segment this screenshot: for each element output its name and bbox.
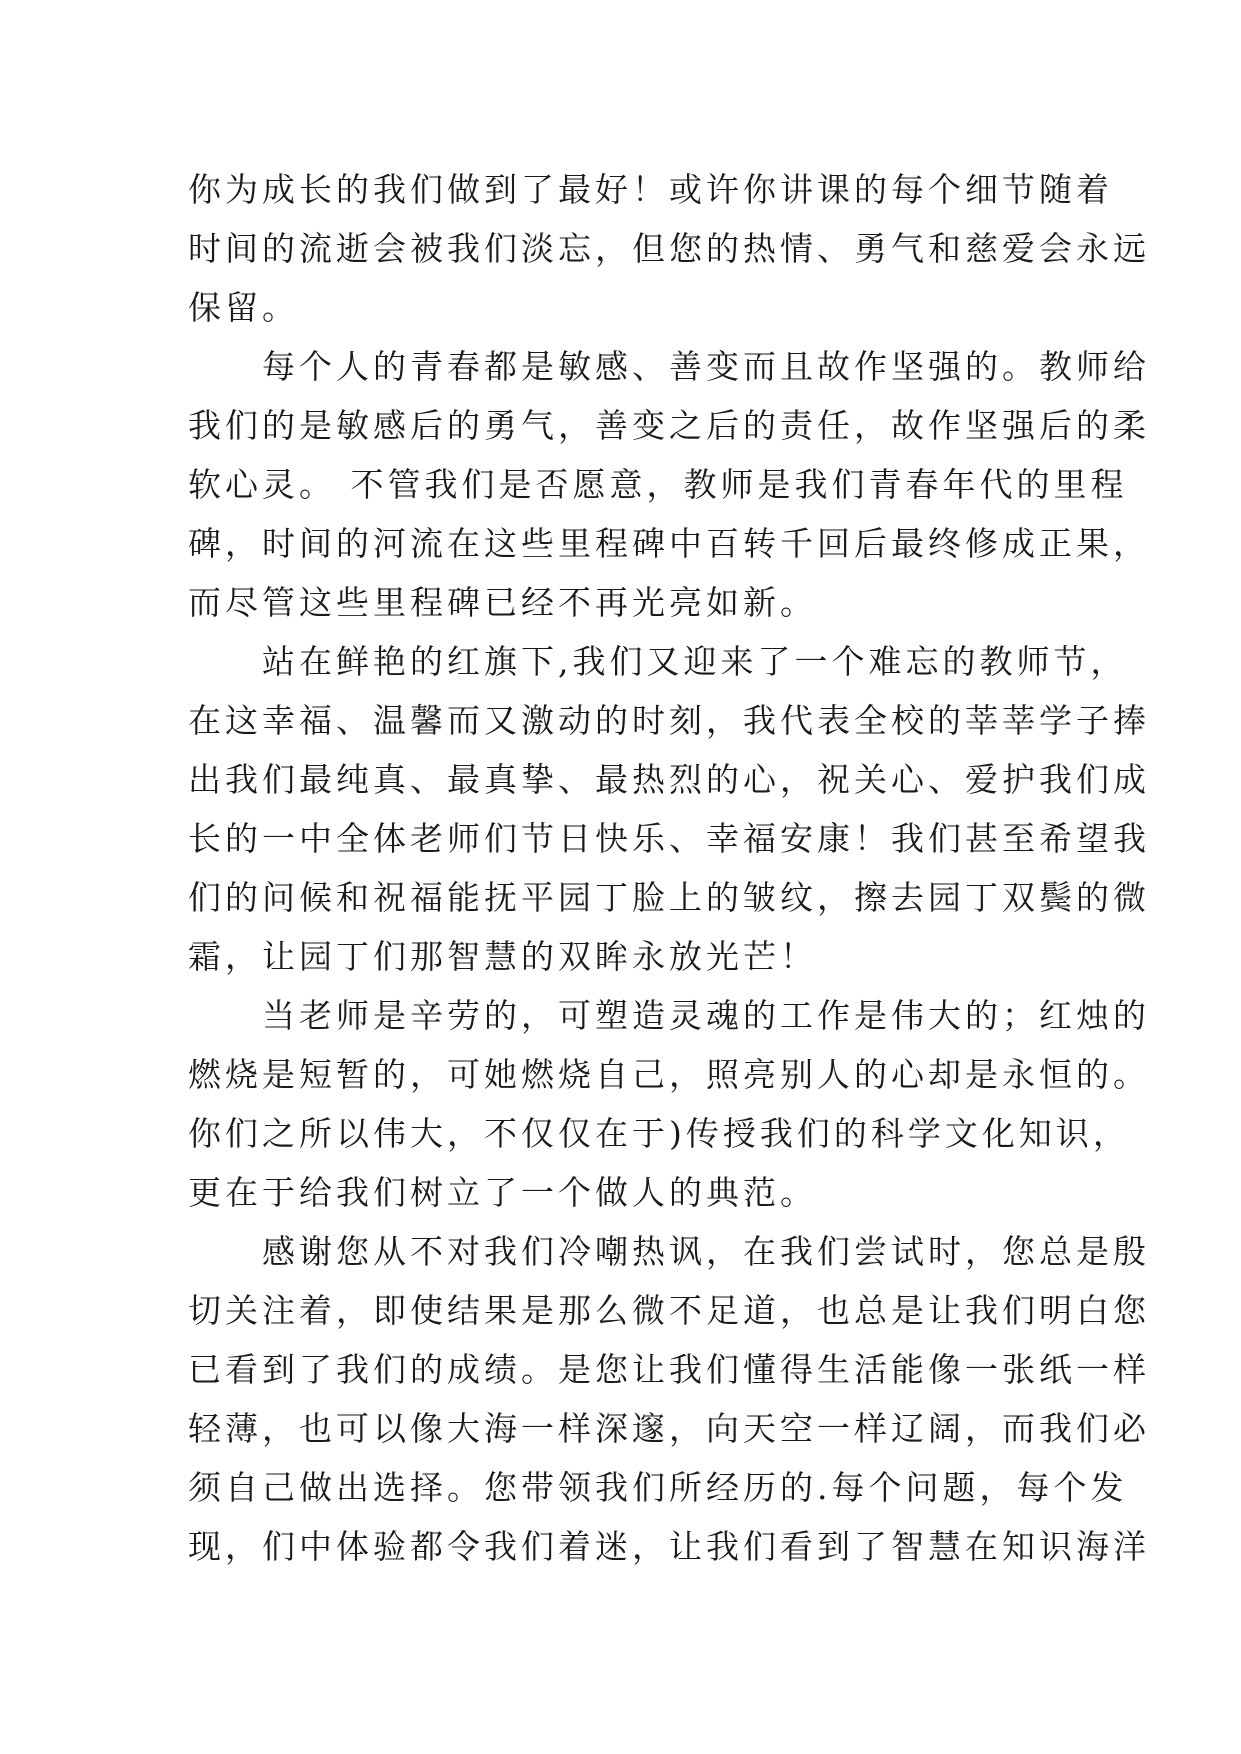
text-line: 你们之所以伟大，不仅仅在于)传授我们的科学文化知识， [188,1114,1130,1153]
text-line: 更在于给我们树立了一个做人的典范。 [188,1173,817,1212]
text-line: 碑，时间的河流在这些里程碑中百转千回后最终修成正果， [188,524,1150,563]
text-line: 霜，让园丁们那智慧的双眸永放光芒！ [188,937,817,976]
text-line: 你为成长的我们做到了最好！或许你讲课的每个细节随着 [188,170,1113,209]
text-line: 每个人的青春都是敏感、善变而且故作坚强的。教师给 [188,347,1150,386]
text-line: 当老师是辛劳的，可塑造灵魂的工作是伟大的；红烛的 [188,996,1150,1035]
text-line: 轻薄，也可以像大海一样深邃，向天空一样辽阔，而我们必 [188,1409,1150,1448]
text-line: 出我们最纯真、最真挚、最热烈的心，祝关心、爱护我们成 [188,760,1150,799]
text-line: 而尽管这些里程碑已经不再光亮如新。 [188,583,817,622]
text-line: 长的一中全体老师们节日快乐、幸福安康！我们甚至希望我 [188,819,1150,858]
text-line: 现，们中体验都令我们着迷，让我们看到了智慧在知识海洋 [188,1527,1150,1566]
text-line: 软心灵。 不管我们是否愿意，教师是我们青春年代的里程 [188,465,1128,504]
text-line: 已看到了我们的成绩。是您让我们懂得生活能像一张纸一样 [188,1350,1150,1389]
text-line: 时间的流逝会被我们淡忘，但您的热情、勇气和慈爱会永远 [188,229,1150,268]
text-line: 保留。 [188,288,299,327]
text-line: 站在鲜艳的红旗下,我们又迎来了一个难忘的教师节， [188,642,1128,681]
text-line: 须自己做出选择。您带领我们所经历的.每个问题，每个发 [188,1468,1128,1507]
text-line: 感谢您从不对我们冷嘲热讽，在我们尝试时，您总是殷 [188,1232,1150,1271]
text-line: 我们的是敏感后的勇气，善变之后的责任，故作坚强后的柔 [188,406,1150,445]
text-line: 在这幸福、温馨而又激动的时刻，我代表全校的莘莘学子捧 [188,701,1150,740]
text-line: 切关注着，即使结果是那么微不足道，也总是让我们明白您 [188,1291,1150,1330]
body-text [188,160,1150,1576]
text-line: 们的问候和祝福能抚平园丁脸上的皱纹，擦去园丁双鬓的微 [188,878,1150,917]
text-line: 燃烧是短暂的，可她燃烧自己，照亮别人的心却是永恒的。 [188,1055,1150,1094]
